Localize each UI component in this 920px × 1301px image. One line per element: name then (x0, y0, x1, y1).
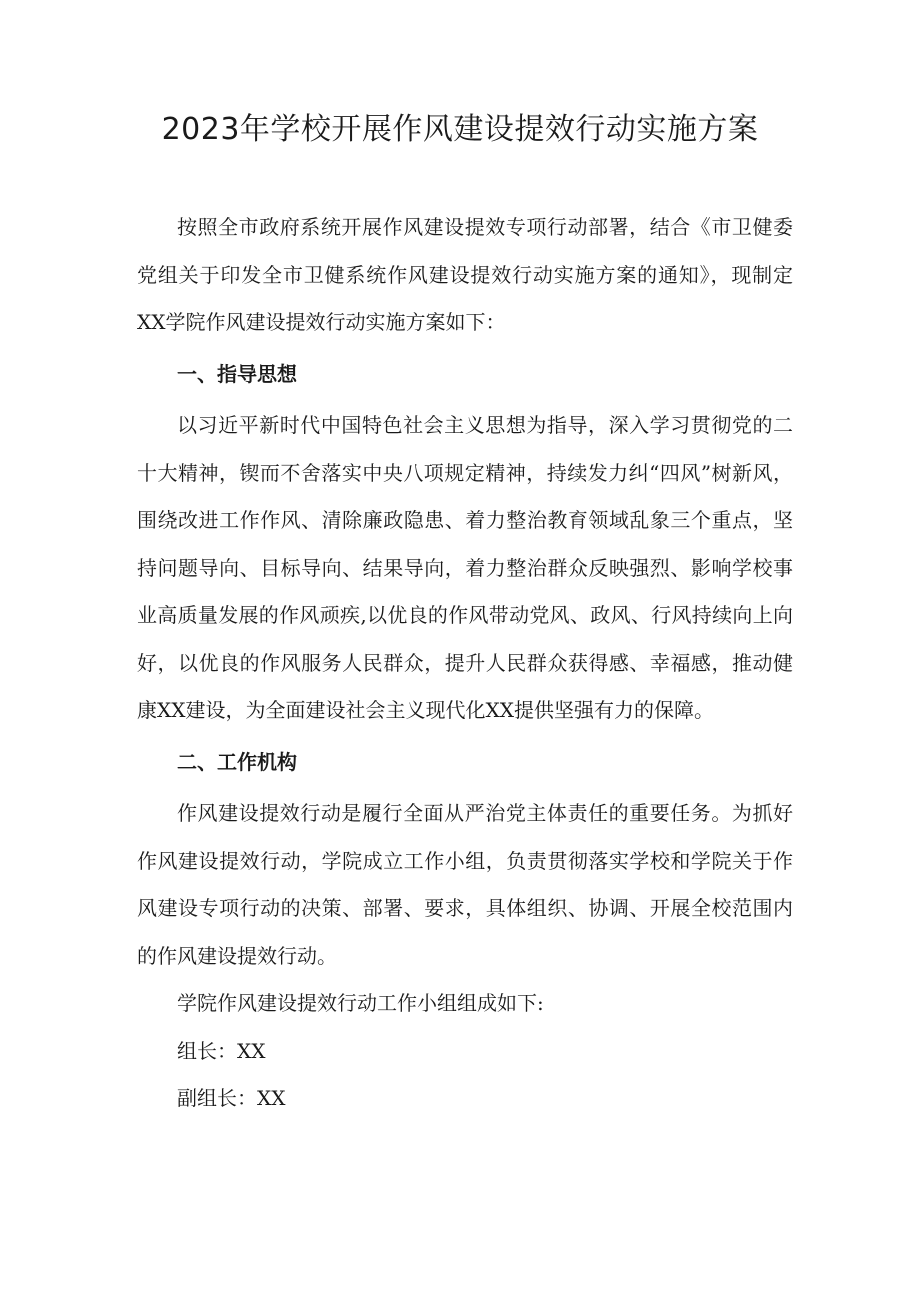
document-title: 2023年学校开展作风建设提效行动实施方案 (161, 112, 759, 147)
intro-paragraph: 按照全市政府系统开展作风建设提效专项行动部署，结合《市卫健委党组关于印发全市卫健系统作风建设提效行动实施方案的通知》，现制定XX学院作风建设提效行动实施方案如下： (137, 215, 793, 334)
group-intro: 学院作风建设提效行动工作小组组成如下: (177, 991, 544, 1015)
section-heading-working-body: 二、工作机构 (177, 749, 297, 774)
document-body (137, 204, 793, 1123)
section-body-working-body: 作风建设提效行动是履行全面从严治党主体责任的重要任务。为抓好作风建设提效行动，学院成立工作小组，负责贯彻落实学校和学院关于作风建设专项行动的决策、部署、要求，具体组织、协调、开展全校范围内的作风建设提效行动。 (137, 801, 793, 968)
section-body-guiding-ideology: 以习近平新时代中国特色社会主义思想为指导，深入学习贯彻党的二十大精神，锲而不舍落实中央八项规定精神，持续发力纠“四风”树新风，围绕改进工作作风、清除廉政隐患、着力整治教育领域乱象三个重点，坚持问题导向、目标导向、结果导向，着力整治群众反映强烈、影响学校事业高质量发展的作风顽疾,以优良的作风带动党风、政风、行风持续向上向好，以优良的作风服务人民群众，提升人民群众获得感、幸福感，推动健康XX建设，为全面建设社会主义现代化XX提供坚强有力的保障。 (137, 413, 793, 722)
group-leader: 组长：XX (177, 1038, 266, 1063)
section-heading-guiding-ideology: 一、指导思想 (177, 361, 297, 386)
group-deputy-leader: 副组长：XX (177, 1086, 286, 1110)
